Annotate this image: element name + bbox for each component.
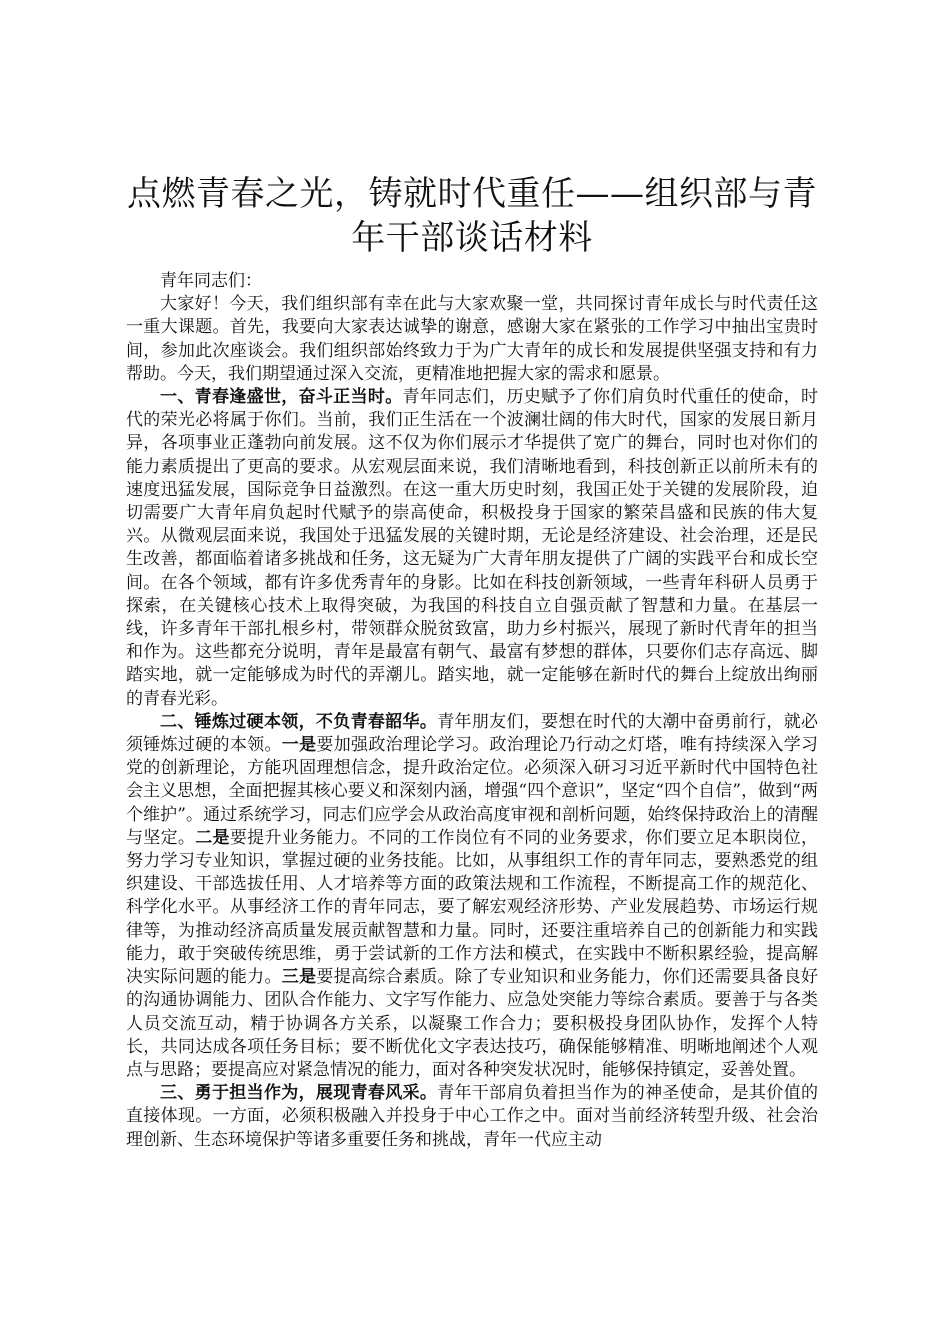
intro-paragraph: 大家好！今天，我们组织部有幸在此与大家欢聚一堂，共同探讨青年成长与时代责任这一重大课题。首先，我要向大家表达诚挚的谢意，感谢大家在紧张的工作学习中抽出宝贵时间，参加此次座谈会。我们组织部始终致力于为广大青年的成长和发展提供坚强支持和有力帮助。今天，我们期望通过深入交流，更精准地把握大家的需求和愿景。: [126, 294, 818, 384]
section-2-body-d: 要提高综合素质。除了专业知识和业务能力，你们还需要具备良好的沟通协调能力、团队合作能力、文字写作能力、应急处突能力等综合素质。要善于与各类人员交流互动，精于协调各方关系，以凝聚工作合力；要积极投身团队协作，发挥个人特长，共同达成各项任务目标；要不断优化文字表达技巧，确保能够精准、明晰地阐述个人观点与思路；要提高应对紧急情况的能力，面对各种突发状况时，能够保持镇定，妥善处置。: [126, 967, 819, 1080]
section-1-paragraph: [126, 386, 818, 711]
section-2-body-b: 要加强政治理论学习。政治理论乃行动之灯塔，唯有持续深入学习党的创新理论，方能巩固理想信念，提升政治定位。必须深入研习习近平新时代中国特色社会主义思想，全面把握其核心要义和深刻内涵，增强“四个意识”，坚定“四个自信”，做到“两个维护”。通过系统学习，同志们应学会从政治高度审视和剖析问题，始终保持政治上的清醒与坚定。: [126, 735, 819, 848]
section-3-paragraph: [126, 1082, 818, 1152]
section-3-body: 青年干部肩负着担当作为的神圣使命，是其价值的直接体现。一方面，必须积极融入并投身于中心工作之中。面对当前经济转型升级、社会治理创新、生态环境保护等诸多重要任务和挑战，青年一代应主动: [126, 1083, 819, 1150]
document-title: 点燃青春之光，铸就时代重任——组织部与青年干部谈话材料: [127, 174, 817, 258]
section-1-heading: 一、青春逢盛世，奋斗正当时。: [160, 387, 403, 408]
section-2-paragraph: [126, 711, 818, 1082]
salutation: 青年同志们：: [160, 271, 262, 291]
document-page: [126, 172, 818, 1152]
section-2-heading: 二、锤炼过硬本领，不负青春韶华。: [160, 711, 438, 732]
section-2-body-a: 青年朋友们，要想在时代的大潮中奋勇前行，就必须锤炼过硬的本领。: [126, 711, 819, 756]
section-3-heading: 三、勇于担当作为，展现青春风采。: [160, 1083, 438, 1104]
section-2-body-c: 要提升业务能力。不同的工作岗位有不同的业务要求，你们要立足本职岗位，努力学习专业知识，掌握过硬的业务技能。比如，从事组织工作的青年同志，要熟悉党的组织建设、干部选拔任用、人才培养等方面的政策法规和工作流程，不断提高工作的规范化、科学化水平。从事经济工作的青年同志，要了解宏观经济形势、产业发展趋势、市场运行规律等，为推动经济高质量发展贡献智慧和力量。同时，还要注重培养自己的创新能力和实践能力，敢于突破传统思维，勇于尝试新的工作方法和模式，在实践中不断积累经验，提高解决实际问题的能力。: [126, 827, 819, 988]
section-2-ordinal-2: 二是: [195, 827, 230, 848]
section-2-ordinal-3: 三是: [281, 967, 317, 988]
section-2-ordinal-1: 一是: [281, 735, 317, 756]
section-1-body: 青年同志们，历史赋予了你们肩负时代重任的使命，时代的荣光必将属于你们。当前，我们正生活在一个波澜壮阔的伟大时代，国家的发展日新月异，各项事业正蓬勃向前发展。这不仅为你们展示才华提供了宽广的舞台，同时也对你们的能力素质提出了更高的要求。从宏观层面来说，我们清晰地看到，科技创新正以前所未有的速度迅猛发展，国际竞争日益激烈。在这一重大历史时刻，我国正处于关键的发展阶段，迫切需要广大青年肩负起时代赋予的崇高使命，积极投身于国家的繁荣昌盛和民族的伟大复兴。从微观层面来说，我国处于迅猛发展的关键时期，无论是经济建设、社会治理，还是民生改善，都面临着诸多挑战和任务，这无疑为广大青年朋友提供了广阔的实践平台和成长空间。在各个领域，都有许多优秀青年的身影。比如在科技创新领域，一些青年科研人员勇于探索，在关键核心技术上取得突破，为我国的科技自立自强贡献了智慧和力量。在基层一线，许多青年干部扎根乡村，带领群众脱贫致富，助力乡村振兴，展现了新时代青年的担当和作为。这些都充分说明，青年是最富有朝气、最富有梦想的群体，只要你们志存高远、脚踏实地，就一定能够成为时代的弄潮儿。踏实地，就一定能够在新时代的舞台上绽放出绚丽的青春光彩。: [126, 387, 819, 709]
